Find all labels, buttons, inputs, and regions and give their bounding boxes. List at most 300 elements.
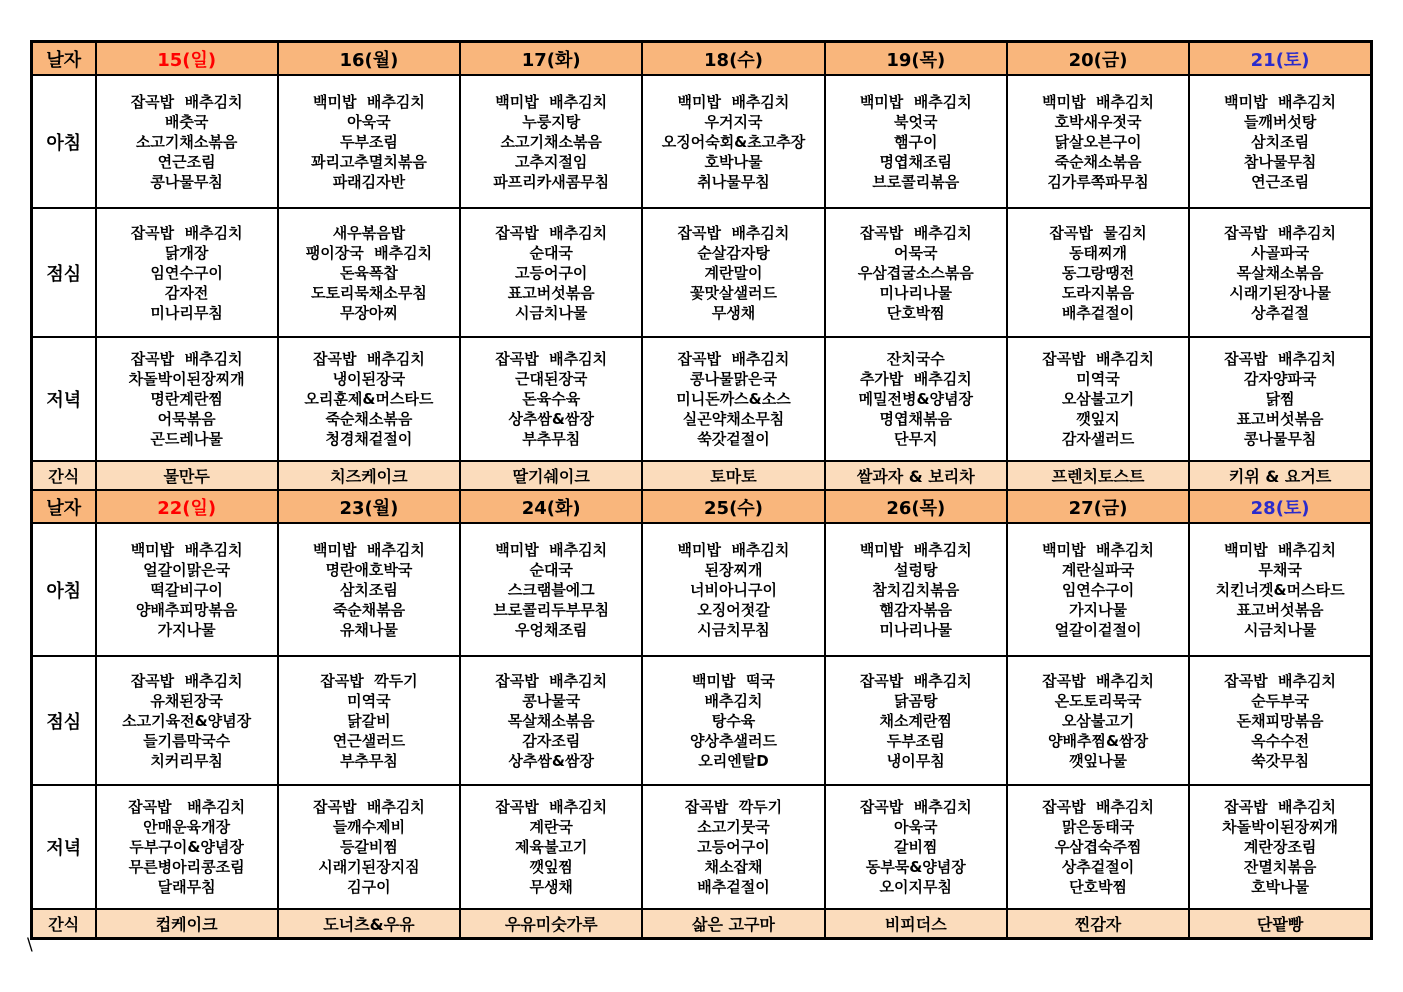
menu-item: 죽순채소볶음 [1054,152,1142,171]
menu-item: 미나리무침 [150,303,223,322]
date-header-cell [1189,42,1371,76]
date-row [32,490,1372,523]
lunch-menu-cell [1189,656,1371,785]
breakfast-menu-cell [825,523,1007,656]
menu-item: 잡곡밥 배추김치 [130,223,243,242]
row-label-breakfast: 아침 [32,75,96,208]
breakfast-menu-cell [1189,75,1371,208]
menu-item: 누룽지탕 [522,112,581,131]
menu-item: 백미밥 배추김치 [859,92,972,111]
menu-item: 동그랑땡전 [1061,263,1135,282]
menu-item: 백미밥 떡국 [692,671,775,690]
menu-item: 순대국 [529,243,573,262]
dinner-menu-cell [642,785,824,909]
date-text: 21(토) [1250,49,1310,71]
menu-item: 두부구이&양념장 [129,838,244,856]
menu-item: 오삼불고기 [1061,390,1135,408]
lunch-menu-cell [96,208,278,337]
date-header-cell [642,42,824,76]
menu-item: 백미밥 배추김치 [312,540,425,559]
menu-item: 채소잡채 [704,858,763,876]
menu-item: 취나물무침 [697,172,770,191]
lunch-menu-cell [460,208,642,337]
menu-item: 소고기뭇국 [697,818,770,836]
menu-item: 돈채피망볶음 [1236,711,1324,730]
snack-cell: 프렌치토스트 [1007,461,1189,490]
menu-item: 깻잎찜 [529,858,573,876]
menu-item: 순대국 [529,560,573,579]
menu-item: 꽈리고추멸치볶음 [310,152,427,171]
menu-item: 백미밥 배추김치 [859,540,972,559]
menu-item: 계란실파국 [1061,560,1135,579]
menu-item: 도토리묵채소무침 [310,283,427,302]
menu-item: 백미밥 배추김치 [312,92,425,111]
menu-item: 백미밥 배추김치 [1042,540,1154,559]
menu-item: 삼치조림 [1251,132,1310,151]
menu-item: 두부조림 [339,132,398,151]
dinner-menu-cell [96,337,278,461]
menu-item: 쑥갓무침 [1251,751,1310,770]
menu-item: 고등어구이 [514,263,588,282]
menu-item: 닭개장 [164,243,209,262]
menu-item: 호박나물 [704,152,763,171]
menu-item: 잡곡밥 배추김치 [859,223,972,242]
menu-item: 얼갈이겉절이 [1054,620,1142,639]
menu-item: 잡곡밥 배추김치 [677,223,790,242]
date-text: 22(일) [157,497,217,519]
lunch-menu-cell [278,208,460,337]
menu-item: 채소계란찜 [879,711,952,730]
menu-item: 잡곡밥 물김치 [1049,223,1147,242]
menu-item: 차돌박이된장찌개 [1222,818,1339,836]
snack-row [32,909,1372,939]
lunch-menu-cell [1007,656,1189,785]
date-text: 24(화) [521,497,581,519]
menu-item: 실곤약채소무침 [682,410,785,428]
menu-item: 꽃맛살샐러드 [690,283,777,302]
breakfast-menu-cell [1189,523,1371,656]
snack-cell: 키위 & 요거트 [1189,461,1371,490]
snack-cell: 치즈케이크 [278,461,460,490]
menu-item: 치커리무침 [150,751,223,770]
menu-item: 탕수육 [711,711,756,730]
menu-item: 호박새우젓국 [1054,112,1142,131]
date-header-cell [642,490,824,523]
menu-item: 양배추찜&쌈장 [1048,731,1149,750]
menu-item: 아욱국 [347,112,391,131]
menu-item: 브로콜리볶음 [872,172,960,191]
menu-item: 연근조림 [157,152,216,171]
menu-item: 배추겉절이 [1061,303,1135,322]
menu-item: 설렁탕 [894,560,938,579]
menu-item: 얼갈이맑은국 [143,560,231,579]
menu-item: 아욱국 [894,818,938,836]
breakfast-row [32,523,1372,656]
date-header-cell [1007,490,1189,523]
menu-item: 감자양파국 [1243,370,1317,388]
menu-item: 온도토리묵국 [1054,691,1142,710]
menu-item: 소고기채소볶음 [135,132,238,151]
menu-item: 김가루쪽파무침 [1047,172,1149,191]
menu-item: 목살채소볶음 [1236,263,1324,282]
menu-item: 잡곡밥 배추김치 [130,671,243,690]
row-label-snack: 간식 [32,461,96,490]
menu-item: 오리엔탈D [698,751,769,770]
menu-item: 냉이된장국 [332,370,406,388]
menu-item: 참나물무침 [1243,152,1317,171]
date-header-cell [825,490,1007,523]
menu-item: 순두부국 [1251,691,1310,710]
menu-item: 근대된장국 [514,370,588,388]
menu-item: 가지나물 [1069,600,1128,619]
dinner-menu-cell [1189,337,1371,461]
menu-item: 깻잎나물 [1069,751,1128,770]
menu-item: 차돌박이된장찌개 [128,370,245,388]
dinner-menu-cell [1189,785,1371,909]
menu-item: 백미밥 배추김치 [1042,92,1154,111]
menu-item: 명엽채볶음 [879,410,952,428]
menu-item: 된장찌개 [704,560,763,579]
lunch-menu-cell [460,656,642,785]
menu-item: 잡곡밥 배추김치 [1042,671,1154,690]
menu-item: 잡곡밥 배추김치 [312,798,425,816]
date-header-cell [278,42,460,76]
menu-item: 오이지무침 [879,878,952,896]
menu-item: 잡곡밥 배추김치 [859,798,972,816]
menu-item: 동태찌개 [1069,243,1128,262]
date-text: 28(토) [1250,497,1310,519]
date-header-cell [96,42,278,76]
menu-item: 맑은동태국 [1061,818,1135,836]
dinner-menu-cell [1007,337,1189,461]
menu-item: 잡곡밥 배추김치 [495,223,608,242]
date-text: 23(월) [339,497,399,519]
menu-item: 잔치국수 [886,350,945,368]
menu-item: 표고버섯볶음 [1236,410,1324,428]
menu-item: 갈비찜 [894,838,938,856]
menu-item: 호박나물 [1251,878,1310,896]
menu-item: 우거지국 [704,112,763,131]
menu-item: 연근샐러드 [332,731,406,750]
menu-item: 감자조림 [522,731,581,750]
menu-item: 감자샐러드 [1061,430,1135,448]
menu-item: 상추겉절 [1251,303,1310,322]
menu-item: 잡곡밥 배추김치 [1224,798,1337,816]
menu-item: 스크램블에그 [507,580,595,599]
menu-item: 들깨버섯탕 [1243,112,1317,131]
menu-item: 새우볶음밥 [332,223,406,242]
menu-item: 달래무침 [157,878,216,896]
menu-item: 고추지절임 [514,152,588,171]
menu-item: 안매운육개장 [143,818,231,836]
menu-item: 파래김자반 [332,172,406,191]
lunch-menu-cell [278,656,460,785]
breakfast-menu-cell [1007,75,1189,208]
menu-item: 고등어구이 [697,838,770,856]
row-label-date: 날자 [32,42,96,76]
menu-item: 잡곡밥 깍두기 [684,798,783,816]
menu-item: 명란계란찜 [150,390,223,408]
menu-item: 잡곡밥 배추김치 [1224,671,1337,690]
menu-item: 햄감자볶음 [879,600,952,619]
menu-item: 잡곡밥 배추김치 [312,350,425,368]
menu-item: 들기름막국수 [143,731,231,750]
menu-item: 북엇국 [894,112,938,131]
menu-item: 배추김치 [704,691,763,710]
date-text: 26(목) [886,497,946,519]
dinner-menu-cell [278,337,460,461]
menu-item: 우삼겹숙주찜 [1054,838,1142,856]
menu-item: 오삼불고기 [1061,711,1135,730]
date-text: 18(수) [704,49,763,71]
menu-item: 오리훈제&머스타드 [304,390,434,408]
row-label-lunch: 점심 [32,656,96,785]
menu-item: 너비아니구이 [690,580,777,599]
menu-item: 햄구이 [894,132,938,151]
menu-item: 양상추샐러드 [690,731,777,750]
snack-cell: 도너츠&우유 [278,909,460,939]
menu-item: 잔멸치볶음 [1243,858,1317,876]
menu-item: 무장아찌 [339,303,398,322]
lunch-menu-cell [642,656,824,785]
menu-item: 부추무침 [522,430,581,448]
menu-item: 백미밥 배추김치 [495,540,608,559]
menu-item: 잡곡밥 배추김치 [1224,350,1337,368]
menu-item: 시래기된장지짐 [318,858,420,876]
date-header-cell [1189,490,1371,523]
lunch-menu-cell [642,208,824,337]
stray-backslash: \ [27,935,33,955]
menu-item: 제육불고기 [514,838,588,856]
lunch-menu-cell [96,656,278,785]
date-header-cell [96,490,278,523]
menu-item: 배추겉절이 [697,878,770,896]
menu-item: 상추쌈&쌈장 [508,751,594,770]
lunch-menu-cell [825,656,1007,785]
menu-item: 팽이장국 배추김치 [305,243,433,262]
menu-item: 표고버섯볶음 [1236,600,1324,619]
lunch-menu-cell [825,208,1007,337]
menu-item: 미역국 [1076,370,1120,388]
menu-item: 계란말이 [704,263,763,282]
breakfast-menu-cell [278,75,460,208]
menu-item: 무채국 [1258,560,1302,579]
snack-cell: 토마토 [642,461,824,490]
date-text: 17(화) [521,49,581,71]
menu-item: 단호박찜 [1069,878,1128,896]
lunch-row [32,656,1372,785]
menu-item: 어묵국 [894,243,938,262]
menu-item: 단무지 [894,430,938,448]
menu-item: 도라지볶음 [1061,283,1135,302]
menu-item: 죽순채볶음 [332,600,406,619]
menu-item: 목살채소볶음 [507,711,595,730]
menu-item: 임연수구이 [1061,580,1135,599]
menu-item: 추가밥 배추김치 [859,370,972,388]
row-label-breakfast: 아침 [32,523,96,656]
menu-item: 두부조림 [886,731,945,750]
date-header-cell [278,490,460,523]
date-text: 25(수) [704,497,763,519]
menu-item: 미역국 [347,691,391,710]
menu-item: 김구이 [347,878,391,896]
menu-item: 명엽채조림 [879,152,952,171]
menu-item: 잡곡밥 배추김치 [1042,350,1154,368]
menu-item: 감자전 [164,283,209,302]
snack-cell: 컵케이크 [96,909,278,939]
menu-item: 우삼겹굴소스볶음 [857,263,974,282]
date-header-cell [460,42,642,76]
date-header-cell [460,490,642,523]
menu-item: 명란애호박국 [325,560,413,579]
menu-item: 양배추피망볶음 [135,600,238,619]
menu-item: 소고기육전&양념장 [122,711,252,730]
menu-item: 순살감자탕 [697,243,770,262]
date-text: 19(목) [886,49,946,71]
menu-item: 시금치나물 [1243,620,1317,639]
menu-table-body [32,42,1372,939]
menu-item: 부추무침 [339,751,398,770]
dinner-menu-cell [1007,785,1189,909]
row-label-snack: 간식 [32,909,96,939]
snack-cell: 쌀과자 & 보리차 [825,461,1007,490]
menu-item: 백미밥 배추김치 [130,540,243,559]
menu-item: 계란국 [529,818,573,836]
snack-cell: 물만두 [96,461,278,490]
menu-item: 잡곡밥 배추김치 [495,671,608,690]
menu-item: 무른병아리콩조림 [128,858,245,876]
menu-item: 콩나물무침 [1243,430,1317,448]
menu-item: 콩나물국 [522,691,581,710]
date-header-cell [1007,42,1189,76]
menu-item: 닭갈비 [347,711,391,730]
date-text: 16(월) [339,49,399,71]
menu-item: 임연수구이 [150,263,223,282]
menu-item: 등갈비찜 [339,838,398,856]
menu-item: 콩나물무침 [150,172,223,191]
date-text: 27(금) [1068,497,1128,519]
dinner-menu-cell [825,785,1007,909]
menu-item: 잡곡밥 배추김치 [1042,798,1154,816]
menu-item: 떡갈비구이 [150,580,223,599]
dinner-menu-cell [96,785,278,909]
menu-item: 닭찜 [1265,390,1295,408]
menu-item: 오징어숙회&초고추장 [661,132,806,151]
menu-item: 잡곡밥 배추김치 [128,798,246,816]
menu-item: 백미밥 배추김치 [677,540,790,559]
dinner-menu-cell [278,785,460,909]
breakfast-menu-cell [460,75,642,208]
menu-item: 치킨너겟&머스타드 [1215,580,1345,599]
menu-item: 돈육수육 [522,390,581,408]
menu-item: 쑥갓겉절이 [697,430,770,448]
menu-item: 청경채겉절이 [325,430,413,448]
menu-item: 유채나물 [339,620,398,639]
snack-row [32,461,1372,490]
menu-item: 들깨수제비 [332,818,406,836]
dinner-menu-cell [460,785,642,909]
menu-item: 무생채 [529,878,573,896]
menu-item: 시금치무침 [697,620,770,639]
menu-item: 잡곡밥 배추김치 [677,350,790,368]
menu-item: 잡곡밥 배추김치 [495,350,608,368]
menu-item: 동부묵&양념장 [865,858,966,876]
row-label-dinner: 저녁 [32,785,96,909]
breakfast-menu-cell [825,75,1007,208]
menu-item: 깻잎지 [1076,410,1120,428]
snack-cell: 삶은 고구마 [642,909,824,939]
date-header-cell [825,42,1007,76]
menu-item: 돈육폭찹 [339,263,398,282]
snack-cell: 비피더스 [825,909,1007,939]
row-label-lunch: 점심 [32,208,96,337]
menu-item: 단호박찜 [886,303,945,322]
breakfast-menu-cell [1007,523,1189,656]
menu-item: 미나리나물 [879,283,952,302]
breakfast-menu-cell [642,523,824,656]
dinner-row [32,337,1372,461]
breakfast-menu-cell [460,523,642,656]
menu-item: 연근조림 [1251,172,1310,191]
menu-item: 파프리카새콤무침 [493,172,610,191]
date-row [32,42,1372,76]
menu-item: 표고버섯볶음 [507,283,595,302]
menu-item: 닭곰탕 [894,691,938,710]
menu-item: 사골파국 [1251,243,1310,262]
menu-item: 백미밥 배추김치 [1224,540,1337,559]
menu-item: 메밀전병&양념장 [858,390,974,408]
breakfast-menu-cell [642,75,824,208]
date-text: 15(일) [157,49,217,71]
row-label-date: 날자 [32,490,96,523]
menu-item: 잡곡밥 배추김치 [495,798,608,816]
menu-item: 계란장조림 [1243,838,1317,856]
menu-item: 백미밥 배추김치 [1224,92,1337,111]
menu-item: 배춧국 [164,112,209,131]
meal-plan-table [30,40,1373,940]
lunch-menu-cell [1189,208,1371,337]
menu-item: 상추쌈&쌈장 [508,410,594,428]
menu-item: 브로콜리두부무침 [493,600,610,619]
breakfast-menu-cell [278,523,460,656]
snack-cell: 단팥빵 [1189,909,1371,939]
menu-item: 오징어젓갈 [697,600,770,619]
menu-item: 어묵볶음 [157,410,216,428]
menu-item: 소고기채소볶음 [500,132,602,151]
breakfast-menu-cell [96,523,278,656]
breakfast-row [32,75,1372,208]
menu-item: 콩나물맑은국 [690,370,777,388]
menu-item: 우엉채조림 [514,620,588,639]
menu-item: 잡곡밥 배추김치 [1224,223,1337,242]
lunch-menu-cell [1007,208,1189,337]
menu-item: 시금치나물 [514,303,588,322]
menu-item: 백미밥 배추김치 [495,92,608,111]
snack-cell: 딸기쉐이크 [460,461,642,490]
menu-item: 옥수수전 [1251,731,1310,750]
breakfast-menu-cell [96,75,278,208]
snack-cell: 우유미숫가루 [460,909,642,939]
menu-item: 유채된장국 [150,691,223,710]
menu-item: 무생채 [711,303,756,322]
menu-item: 곤드레나물 [150,430,223,448]
dinner-menu-cell [642,337,824,461]
menu-item: 잡곡밥 깍두기 [320,671,418,690]
menu-item: 미니돈까스&소스 [676,390,791,408]
row-label-dinner: 저녁 [32,337,96,461]
snack-cell: 찐감자 [1007,909,1189,939]
menu-item: 백미밥 배추김치 [677,92,790,111]
